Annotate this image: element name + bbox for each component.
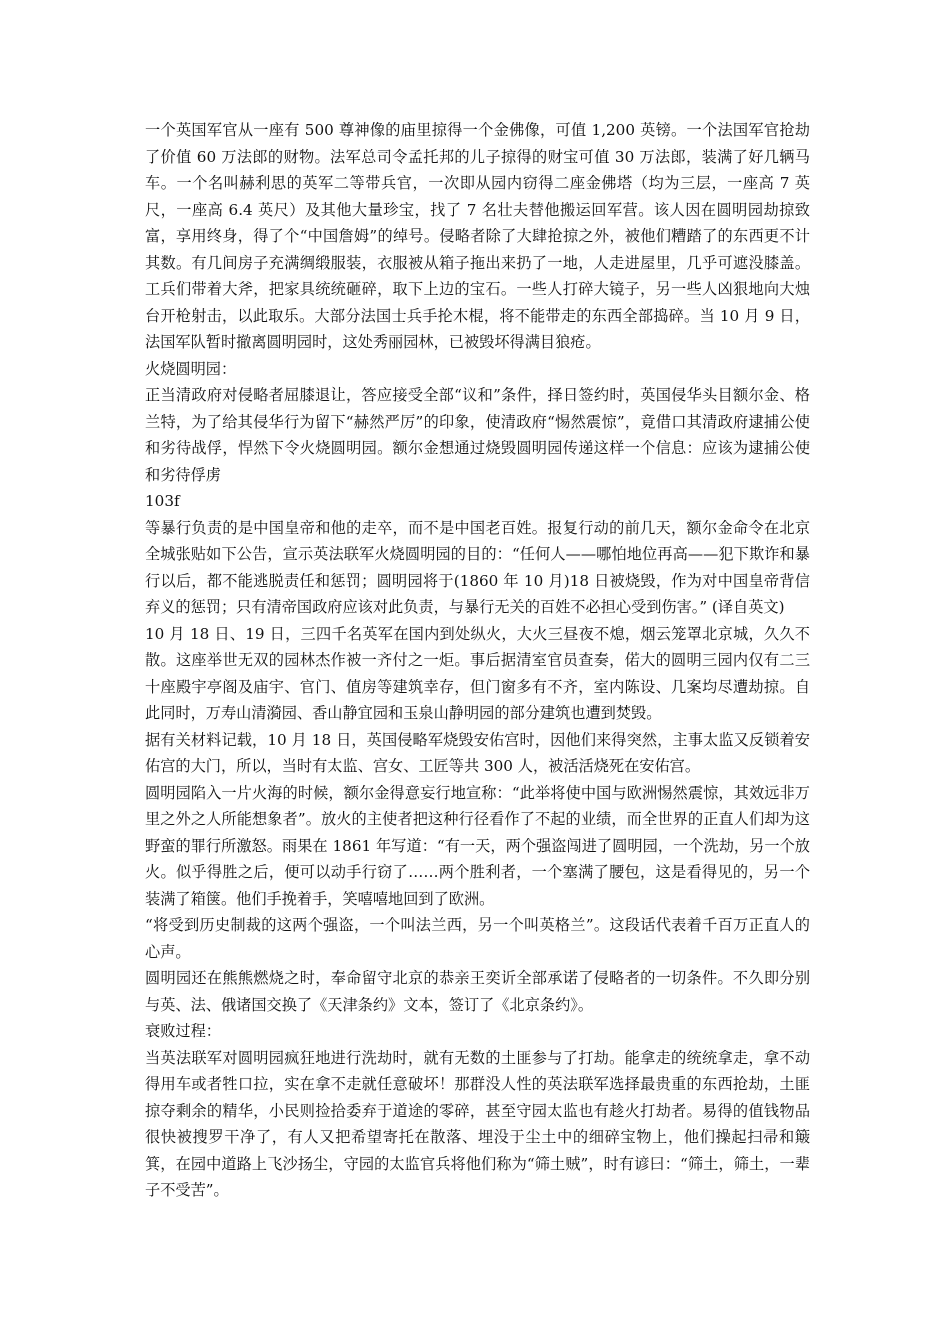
section-heading-burning: 火烧圆明园：	[145, 359, 237, 378]
paragraph-fire: 10 月 18 日、19 日，三四千名英军在国内到处纵火，大火三昼夜不熄，烟云笼罩北京城，久久不散。这座举世无双的园林杰作被一齐付之一炬。事后据清室官员查奏，偌大的圆明三园内仅有二三十座殿宇亭阁及庙宇、官门、值房等建筑幸存，但门窗多有不齐，室内陈设、几案均尽遭劫掠。自此同时，万寿山清漪园、香山静宜园和玉泉山静明园的部分建筑也遭到焚毁。	[145, 624, 810, 722]
page-marker: 103f	[145, 492, 180, 510]
document-page	[145, 117, 810, 1204]
section-heading-decline: 衰败过程：	[145, 1022, 221, 1040]
paragraph-anyou-palace: 据有关材料记载，10 月 18 日，英国侵略军烧毁安佑宫时，因他们来得突然，主事太监又反锁着安佑宫的大门，所以，当时有太监、宫女、工匠等共 300 人，被活活烧死在安佑宫。	[145, 730, 810, 775]
paragraph-proclamation: 等暴行负责的是中国皇帝和他的走卒，而不是中国老百姓。报复行动的前几天，额尔金命令在北京全城张贴如下公告，宣示英法联军火烧圆明园的目的：“任何人——哪怕地位再高——犯下欺诈和暴行以后，都不能逃脱责任和惩罚；圆明园将于(1860 年 10 月)18 日被烧毁，作为对中国皇帝背信弃义的惩罚；只有清帝国政府应该对此负责，与暴行无关的百姓不必担心受到伤害。” (译自英文)	[145, 518, 810, 616]
paragraph-elgin-order: 正当清政府对侵略者屈膝退让，答应接受全部“议和”条件，择日签约时，英国侵华头目额尔金、格兰特，为了给其侵华行为留下“赫然严厉”的印象，使清政府“惕然震惊”，竟借口其清政府逮捕公使和劣待战俘，悍然下令火烧圆明园。额尔金想通过烧毁圆明园传递这样一个信息：应该为逮捕公使和劣待俘虏	[145, 386, 810, 484]
paragraph-hugo: 圆明园陷入一片火海的时候，额尔金得意妄行地宣称：“此举将使中国与欧洲惕然震惊，其效远非万里之外之人所能想象者”。放火的主使者把这种行径看作了不起的业绩，而全世界的正直人们却为这野蛮的罪行所激怒。雨果在 1861 年写道：“有一天，两个强盗闯进了圆明园，一个洗劫，另一个放火。似乎得胜之后，便可以动手行窃了……两个胜利者，一个塞满了腰包，这是看得见的，另一个装满了箱箧。他们手挽着手，笑嘻嘻地回到了欧洲。	[145, 783, 810, 908]
paragraph-bandits: 当英法联军对圆明园疯狂地进行洗劫时，就有无数的土匪参与了打劫。能拿走的统统拿走，拿不动得用车或者牲口拉，实在拿不走就任意破坏！那群没人性的英法联军选择最贵重的东西抢劫，土匪掠夺剩余的精华，小民则捡拾委弃于道途的零碎，甚至守园太监也有趁火打劫者。易得的值钱物品很快被搜罗干净了，有人又把希望寄托在散落、埋没于尘土中的细碎宝物上，他们操起扫帚和簸箕，在园中道路上飞沙扬尘，守园的太监官兵将他们称为“筛土贼”，时有谚曰：“筛土，筛土，一辈子不受苦”。	[145, 1048, 810, 1199]
paragraph-treaty: 圆明园还在熊熊燃烧之时，奉命留守北京的恭亲王奕䜣全部承诺了侵略者的一切条件。不久即分别与英、法、俄诸国交换了《天津条约》文本，签订了《北京条约》。	[145, 969, 810, 1014]
paragraph-two-robbers: “将受到历史制裁的这两个强盗，一个叫法兰西，另一个叫英格兰”。这段话代表着千百万正直人的心声。	[145, 916, 810, 961]
paragraph-looting: 一个英国军官从一座有 500 尊神像的庙里掠得一个金佛像，可值 1,200 英镑。一个法国军官抢劫了价值 60 万法郎的财物。法军总司令孟托邦的儿子掠得的财宝可值 30 万法郎，装满了好几辆马车。一个名叫赫利思的英军二等带兵官，一次即从园内窃得二座金佛塔（均为三层，一座高 7 英尺，一座高 6.4 英尺）及其他大量珍宝，找了 7 名壮夫替他搬运回军营。该人因在圆明园劫掠致富，享用终身，得了个“中国詹姆”的绰号。侵略者除了大肆抢掠之外，被他们糟踏了的东西更不计其数。有几间房子充满绸缎服装，衣服被从箱子拖出来扔了一地，人走进屋里，几乎可遮没膝盖。工兵们带着大斧，把家具统统砸碎，取下上边的宝石。一些人打碎大镜子，另一些人凶狠地向大烛台开枪射击，以此取乐。大部分法国士兵手抡木棍，将不能带走的东西全部捣碎。当 10 月 9 日，法国军队暂时撤离圆明园时，这处秀丽园林，已被毁坏得满目狼疮。	[145, 121, 810, 351]
